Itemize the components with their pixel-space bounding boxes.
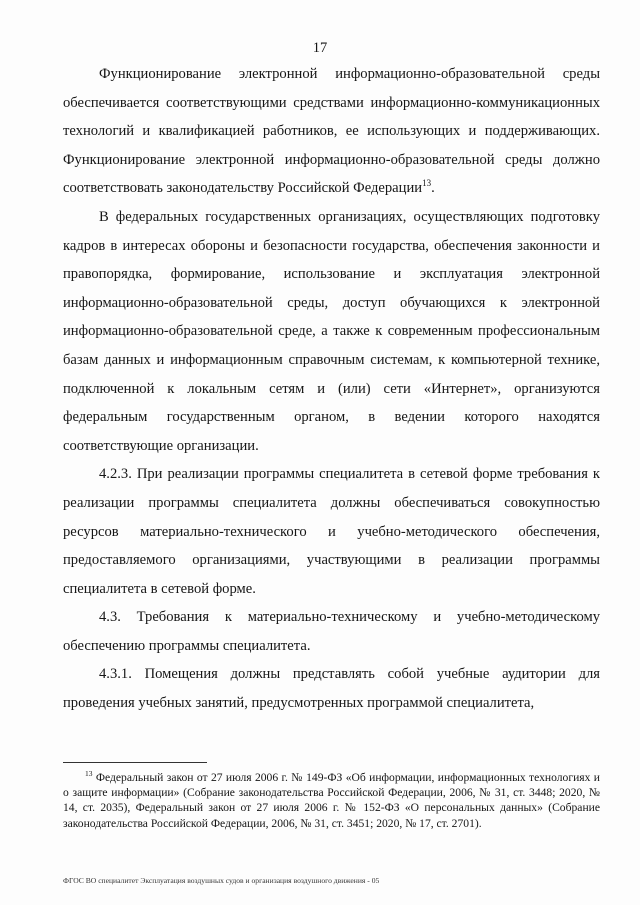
paragraph-4-3-1: 4.3.1. Помещения должны представлять собой учебные аудитории для проведения учебных занятий, предусмотренных программой специалитета,: [63, 666, 600, 712]
footnote-text: Федеральный закон от 27 июля 2006 г. № 149-ФЗ «Об информации, информационных технологиях и о защите информации» (Собрание законодательства Российской Федерации, 2006, № 31, ст. 3448; 2020, № 14, ст. 2035), Федеральный закон от 27 июля 2006 г. № 152-ФЗ «О персональных данных» (Собрание законодательства Российской Федерации, 2006, № 31, ст. 3451; 2020, № 17, ст. 2701).: [63, 771, 600, 830]
page-number: 17: [312, 40, 328, 56]
paragraph-4-3: 4.3. Требования к материально-техническому и учебно-методическому обеспечению программы специалитета.: [63, 609, 600, 654]
footnote-reference: 13: [422, 178, 432, 189]
paragraph-eios-functioning: [63, 60, 600, 203]
body-text: [63, 60, 600, 718]
paragraph-federal-organizations: В федеральных государственных организациях, осуществляющих подготовку кадров в интересах обороны и безопасности государства, обеспечения законности и правопорядка, формирование, использование и эксплуатация электронной информационно-образовательной среды, доступ обучающихся к электронной информационно-образовательной среде, а также к современным профессиональным базам данных и информационным справочным системам, к компьютерной технике, подключенной к локальным сетям и (или) сети «Интернет», организуются федеральным государственным органом, в ведении которого находятся соответствующие организации.: [63, 208, 600, 454]
document-footer: ФГОС ВО специалитет Эксплуатация воздушных судов и организация воздушного движения - 05: [63, 876, 380, 885]
footnote-13: [63, 770, 600, 831]
paragraph-text: Функционирование электронной информационно-образовательной среды обеспечивается соответствующими средствами информационно-коммуникационных технологий и квалификацией работников, ее использующих и поддерживающих. Функционирование электронной информационно-образовательной среды должно соответствовать законодательству Российской Федерации: [63, 66, 600, 197]
footnote-separator: [63, 762, 207, 763]
paragraph-text-end: .: [431, 180, 435, 197]
footnote-mark: 13: [85, 769, 93, 779]
paragraph-4-2-3: 4.2.3. При реализации программы специалитета в сетевой форме требования к реализации программы специалитета должны обеспечиваться совокупностью ресурсов материально-технического и учебно-методического обеспечения, предоставляемого организациями, участвующими в реализации программы специалитета в сетевой форме.: [63, 466, 600, 597]
